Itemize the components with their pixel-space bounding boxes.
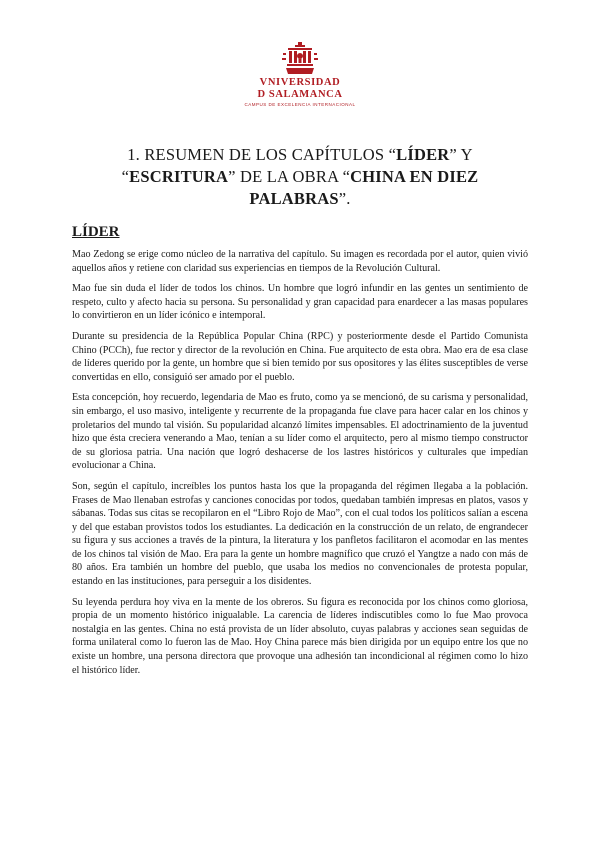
logo-text-line2: D SALAMANCA bbox=[257, 89, 343, 100]
title-part: ”. bbox=[338, 189, 351, 208]
logo-subtitle: CAMPUS DE EXCELENCIA INTERNACIONAL bbox=[244, 102, 356, 107]
title-part: ” DE LA OBRA “ bbox=[228, 167, 351, 186]
paragraph: Mao fue sin duda el líder de todos los chinos. Un hombre que logró infundir en las gentes un sentimiento de respeto, culto y afecto hacia su persona. Su personalidad y gran capacidad para enardecer a las masas populares lo convirtieron en un líder icónico e intemporal. bbox=[72, 283, 528, 322]
document-body bbox=[72, 224, 528, 684]
section-heading: LÍDER bbox=[72, 224, 120, 240]
logo-text-line1: VNIVERSIDAD bbox=[259, 77, 341, 88]
title-part: 1. RESUMEN DE LOS CAPÍTULOS “ bbox=[127, 145, 397, 164]
paragraph: Mao Zedong se erige como núcleo de la narrativa del capítulo. Su imagen es recordada por el autor, quien vivió aquellos años y retiene con claridad sus experiencias en tiempos de la Revolución Cultural. bbox=[72, 249, 528, 274]
title-bold-lider: LÍDER bbox=[396, 145, 450, 164]
title-bold-escritura: ESCRITURA bbox=[129, 167, 229, 186]
title-bold-book: CHINA EN DIEZ PALABRAS bbox=[249, 167, 479, 208]
university-seal-icon bbox=[280, 40, 320, 76]
paragraph: Su leyenda perdura hoy viva en la mente de los obreros. Su figura es reconocida por los chinos como gloriosa, propia de un momento histórico inigualable. La carencia de líderes indiscutibles como lo fue Mao provoca nostalgia en las gentes. China no está provista de un líder absoluto, cuyas palabras y acciones sean seguidas de forma unilateral como lo fueron las de Mao. Hoy China parece más bien dirigida por un equipo entre los que no existe un hombre, una persona directora que provoque una adhesión tan incondicional al régimen como lo hizo el histórico líder. bbox=[72, 596, 528, 676]
university-logo bbox=[0, 40, 600, 107]
title-part: ” Y “ bbox=[121, 145, 473, 186]
document-title bbox=[100, 144, 500, 210]
paragraph: Durante su presidencia de la República Popular China (RPC) y posteriormente desde el Partido Comunista Chino (PCCh), fue rector y director de la revolución en China. Fue arquitecto de esta obra. Mao era de esa clase de líderes querido por la gente, un hombre que si bien temido por sus opositores y las élites susceptibles de verse convertidas en ello, consiguió ser amado por el pueblo. bbox=[72, 330, 528, 383]
paragraph: Son, según el capítulo, increíbles los puntos hasta los que la propaganda del régimen llegaba a la población. Frases de Mao llenaban estrofas y canciones conocidas por todos, quedaban también impresas en platos, vasos y sábanas. Todas sus citas se recopilaron en el “Libro Rojo de Mao”, con el cual todos los políticos salían a escena y del que estaban provistos todos los estudiantes. La dedicación en la construcción de un relato, de engrandecer su figura y sus acciones a través de la pintura, la literatura y los panfletos facilitaron el acomodar en las mentes de los chinos tal visión de Mao. Era para la gente un hombre magnífico que cruzó el Yangtze a nado con más de 80 años. Era también un hombre del pueblo, que usaba los medios no convencionales de protesta popular, estando en las instituciones, para perseguir a los disidentes. bbox=[72, 480, 528, 588]
paragraph: Esta concepción, hoy recuerdo, legendaria de Mao es fruto, como ya se mencionó, de su carisma y personalidad, sin embargo, el uso masivo, inteligente y recurrente de la propaganda fue clave para hacer calar en los chinos y proletarios del mundo tal visión. Su popularidad alcanzó límites impensables. El adoctrinamiento de la juventud hizo que ésta creciera venerando a Mao, tenían a su líder como el arquitecto, pero al mismo tiempo constructor de su gloriosa patria. Una nación que logró deshacerse de los lastres históricos y culturales que impedían evolucionar a China. bbox=[72, 392, 528, 472]
